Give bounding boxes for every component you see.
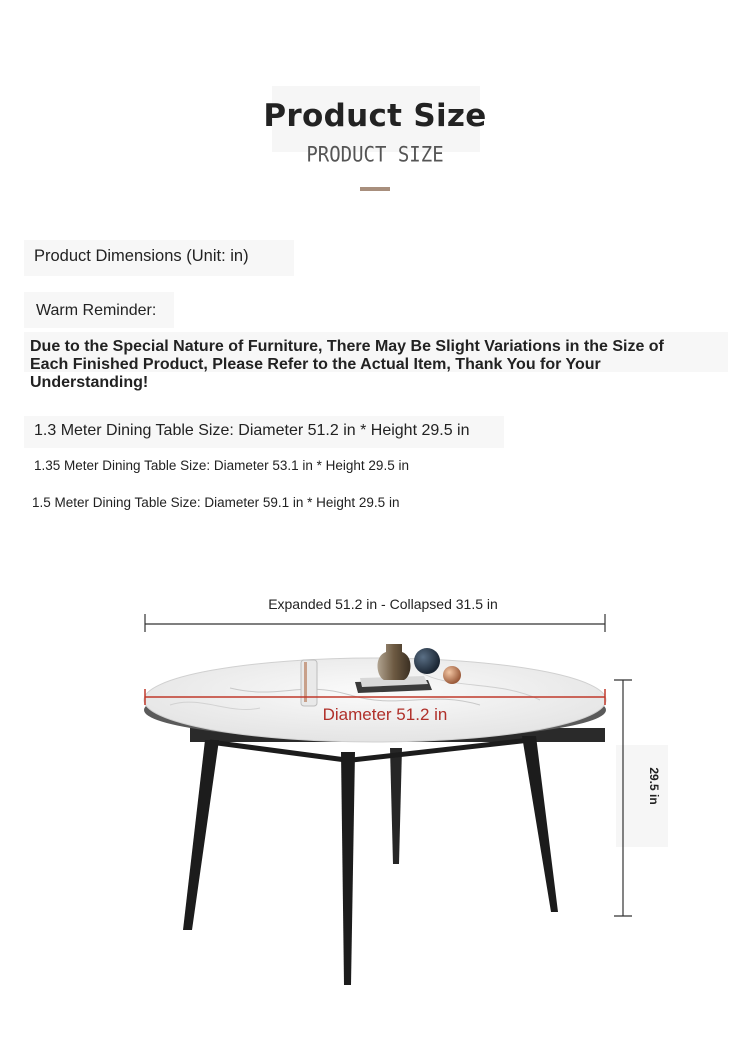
- spec-line-3: 1.5 Meter Dining Table Size: Diameter 59.1 in * Height 29.5 in: [32, 495, 400, 510]
- page-subtitle: PRODUCT SIZE: [306, 142, 444, 168]
- table-legs: [183, 728, 605, 985]
- notice-text: Due to the Special Nature of Furniture, There May Be Slight Variations in the Size of Each Finished Product, Please Refer to the Actual Item, Thank You for Your Understanding!: [30, 338, 664, 391]
- spec-line-1: 1.3 Meter Dining Table Size: Diameter 51.2 in * Height 29.5 in: [34, 422, 470, 439]
- width-label: Expanded 51.2 in - Collapsed 31.5 in: [268, 596, 498, 612]
- warm-reminder-label: Warm Reminder:: [36, 302, 157, 319]
- dimensions-label: Product Dimensions (Unit: in): [34, 247, 249, 265]
- page-title: Product Size: [263, 98, 487, 134]
- width-dimension-line: [145, 614, 605, 632]
- height-label: 29.5 in: [647, 767, 661, 805]
- diameter-label: Diameter 51.2 in: [322, 705, 448, 724]
- table-top: [144, 658, 606, 742]
- spec-line-2: 1.35 Meter Dining Table Size: Diameter 53.1 in * Height 29.5 in: [34, 458, 409, 473]
